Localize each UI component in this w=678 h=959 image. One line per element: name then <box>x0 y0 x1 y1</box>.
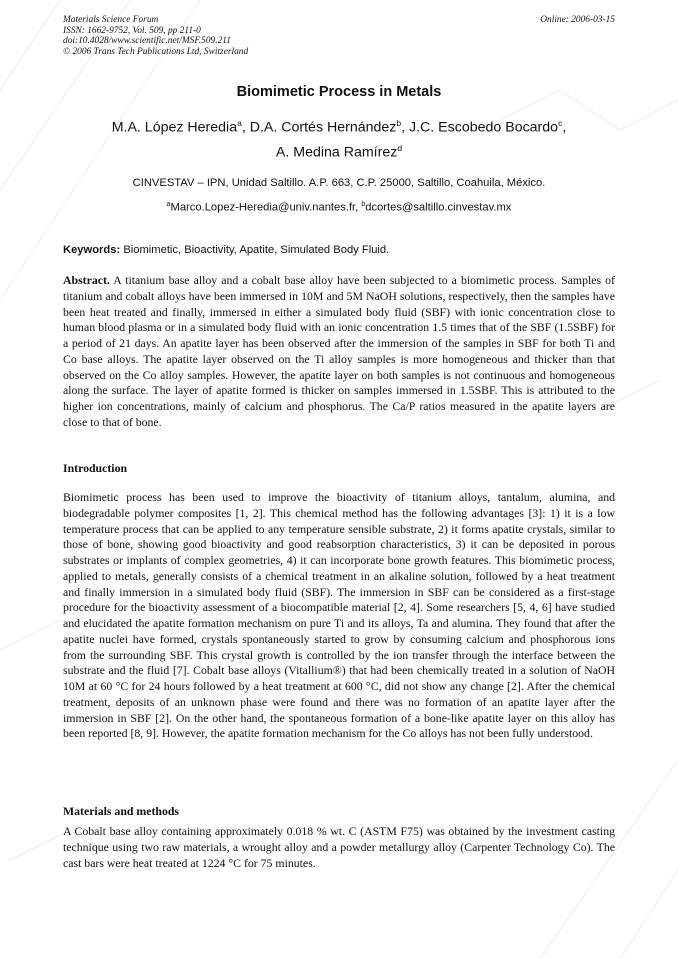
email-address[interactable]: dcortes@saltillo.cinvestav.mx <box>365 201 512 214</box>
author-sup: b <box>396 118 402 128</box>
introduction-heading: Introduction <box>63 461 128 475</box>
paper-title: Biomimetic Process in Metals <box>236 84 442 100</box>
affiliation-block <box>63 173 615 219</box>
affiliation: CINVESTAV – IPN, Unidad Saltillo. A.P. 663, C.P. 25000, Saltillo, Coahuila, México. <box>132 177 546 189</box>
journal-name: Materials Science Forum <box>63 15 159 25</box>
abstract-text: A titanium base alloy and a cobalt base alloy have been subjected to a biomimetic process. Samples of titanium and cobalt alloys have been immersed in 10M and 5M NaOH solutions, respectively, then the samples have been heat treated and finally, immersed in either a simulated body fluid (SBF) with ionic concentration close to human blood plasma or in a simulated body fluid with an ionic concentration 1.5 times that of the SBF (1.5SBF) for a period of 21 days. An apatite layer has been observed after the immersion of the samples in SBF for both Ti and Co base alloys. The apatite layer observed on the Ti alloy samples is more homogeneous and thicker than that observed on the Co alloy samples. However, the apatite layer on both samples is not continuous and homogeneous along the surface. The layer of apatite formed is thicker on samples immersed in 1.5SBF. This is attributed to the higher ion concentrations, mainly of calcium and phosphorus. The Ca/P ratios measured in the apatite layers are close to that of bone. <box>63 273 615 429</box>
abstract <box>63 273 615 431</box>
journal-header <box>63 15 248 57</box>
keywords-label: Keywords: <box>63 244 121 256</box>
methods-text: A Cobalt base alloy containing approximately 0.018 % wt. C (ASTM F75) was obtained by the investment casting technique using two raw materials, a wrought alloy and a powder metallurgy alloy (Carpenter Technology Co). The cast bars were heat treated at 1224 °C for 75 minutes. <box>63 824 615 870</box>
author-name: D.A. Cortés Hernández <box>249 119 397 136</box>
issn-line: ISSN: 1662-9752, Vol. 509, pp 211-0 <box>63 25 201 36</box>
doi-line: doi:10.4028/www.scientific.net/MSF.509.211 <box>63 36 231 46</box>
online-date: Online: 2006-03-15 <box>540 15 615 25</box>
abstract-label: Abstract. <box>63 273 110 287</box>
email-sup: b <box>361 201 366 208</box>
email-line: $^a$Marco.Lopez-Heredia@univ.nantes.fr, $^b$dcortes@saltillo.cinvestav.mx <box>166 201 512 214</box>
author-sup: d <box>397 142 403 153</box>
copyright-line: © 2006 Trans Tech Publications Ltd, Switzerland <box>63 46 249 57</box>
author-sup: c <box>558 118 563 128</box>
author-name: J.C. Escobedo Bocardo <box>409 119 559 136</box>
introduction-text: Biomimetic process has been used to improve the bioactivity of titanium alloys, tantalum, alumina, and biodegradable polymer composites [1, 2]. This chemical method has the following advantages [3]: 1) it is a low temperature process that can be applied to any temperature sensible substrate, 2) it forms apatite crystals, similar to those of bone, showing good bioactivity and good reabsorption characteristics, 3) it can be deposited in porous substrates or implants of complex geometries, 4) it can incorporate bone growth features. This biomimetic process, applied to metals, generally consists of a chemical treatment in an alkaline solution, followed by a heat treatment and finally immersion in a simulated body fluid (SBF). The immersion in SBF can be considered as a first-stage procedure for the bioactivity assessment of a biocompatible material [2, 4]. Some researchers [5, 4, 6] have studied and elucidated the apatite formation mechanism on pure Ti and its alloys, Ta and alumina. They found that after the apatite nuclei have formed, crystals spontaneously started to grow by consuming calcium and phosphorous ions from the surrounding SBF. This crystal growth is controlled by the ion transfer through the interface between the substrate and the fluid [7]. Cobalt base alloys (Vitallium®) that had been chemically treated in a solution of NaOH 10M at 60 °C for 24 hours followed by a heat treatment at 600 °C, did not show any change [2]. After the chemical treatment, deposits of an unknown phase were found and there was no formation of an apatite layer after the immersion in SBF [2]. On the other hand, the spontaneous formation of a bone-like apatite layer on this alloy has been reported [8, 9]. However, the apatite formation mechanism for the Co alloys has not been fully understood. <box>63 490 615 741</box>
email-address[interactable]: Marco.Lopez-Heredia@univ.nantes.fr <box>170 201 356 214</box>
author-name: M.A. López Heredia <box>111 119 238 136</box>
keywords-text: Biomimetic, Bioactivity, Apatite, Simulated Body Fluid. <box>123 244 390 256</box>
author-sup: a <box>237 118 242 128</box>
methods-heading: Materials and methods <box>63 804 179 818</box>
author-list: M.A. López Heredia$^a$, D.A. Cortés Hernández$^b$, J.C. Escobedo Bocardo$^c$, A. Medina Ramírez$^d$ <box>111 118 567 161</box>
author-name: A. Medina Ramírez <box>275 144 398 161</box>
keywords <box>63 244 615 256</box>
email-sup: a <box>166 201 171 208</box>
